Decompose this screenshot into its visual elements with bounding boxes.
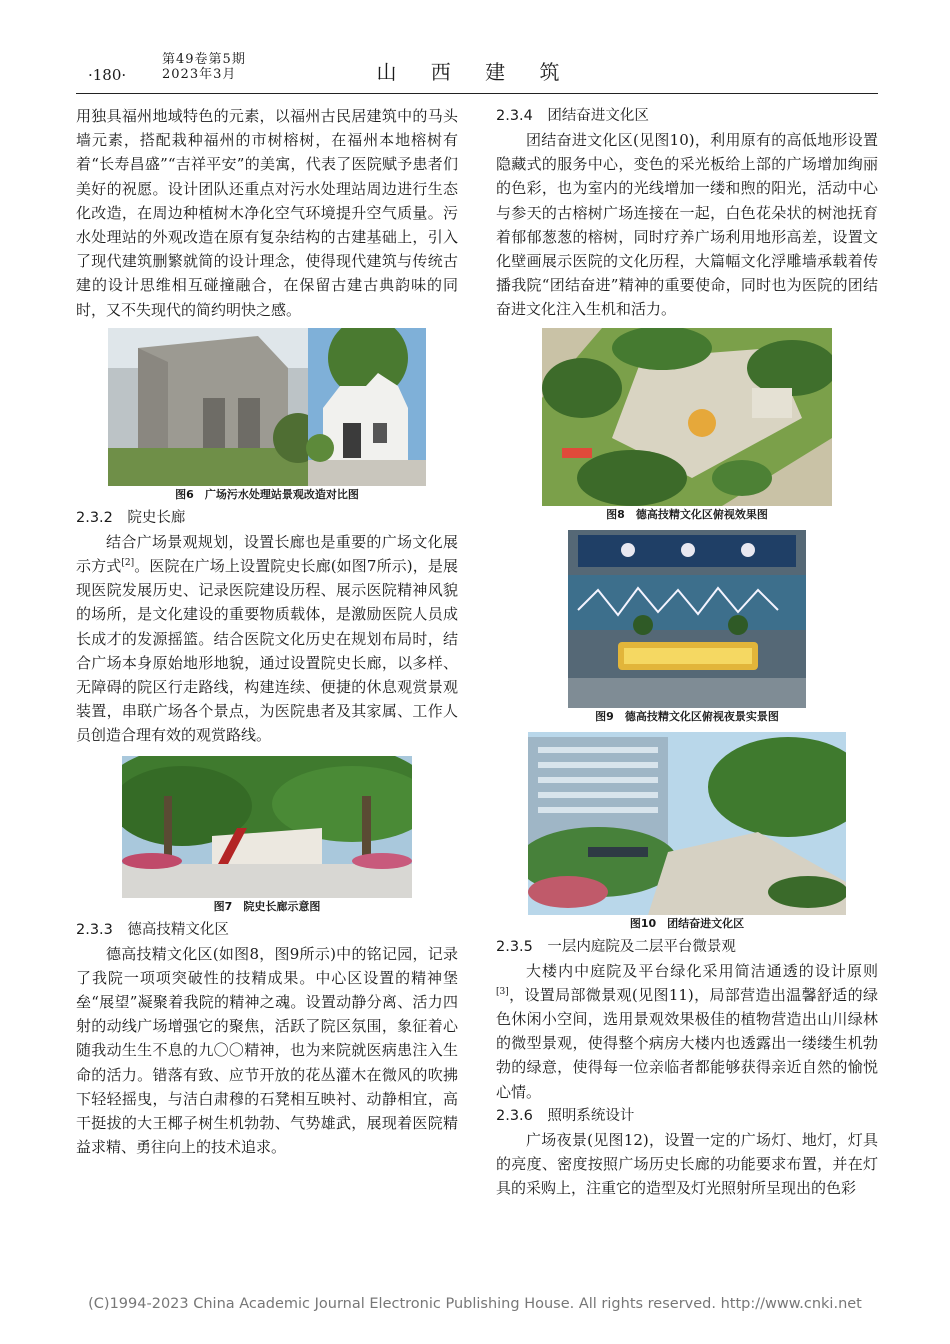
section-2-3-6-heading: 2.3.6 照明系统设计	[496, 1107, 635, 1124]
figure-7-caption: 图7 院史长廊示意图	[213, 899, 321, 913]
copyright-footer: (C)1994-2023 China Academic Journal Electronic Publishing House. All rights reserved. http://www.cnki.net	[88, 1296, 862, 1312]
figure-7	[76, 756, 458, 916]
section-2-3-2-heading: 2.3.2 院史长廊	[76, 509, 186, 526]
figure-10	[496, 732, 878, 933]
unity-area-render	[528, 732, 846, 915]
sewage-station-comparison-photo	[108, 328, 426, 486]
figure-9-caption: 图9 德高技精文化区俯视夜景实景图	[595, 709, 779, 723]
journal-title: 山 西 建 筑	[376, 60, 574, 84]
volume-issue: 第49卷第5期	[162, 52, 246, 67]
figure-10-caption: 图10 团结奋进文化区	[629, 916, 745, 930]
section-2-3-2-text-b: 。医院在广场上设置院史长廊(如图7所示)，是展现医院发展历史、记录医院建设历程、展示医院精神风貌的场所，是文化建设的重要物质载体，是激励医院人员成长成才的发源摇篮。结合医院文化历史在规划布局时，结合广场本身原始地形地貌，通过设置院史长廊，以多样、无障碍的院区行走路线，构建连续、便捷的休息观赏景观装置，串联广场各个景点，为医院患者及其家属、工作人员创造合理有效的观赏路线。	[76, 557, 458, 745]
citation-3: [3]	[496, 986, 509, 997]
section-2-3-4-paragraph: 团结奋进文化区(见图10)，利用原有的高低地形设置隐藏式的服务中心，变色的采光板给上部的广场增加绚丽的色彩，也为室内的光线增加一缕和煦的阳光，活动中心与参天的古榕树广场连接在一起，白色花朵状的树池抚育着郁郁葱葱的榕树，同时疗养广场利用地形高差，设置文化壁画展示医院的文化历程，大篇幅文化浮雕墙承载着传播我院“团结奋进”精神的重要使命，同时也为医院的团结奋进文化注入生机和活力。	[496, 131, 878, 319]
section-2-3-5-heading: 2.3.5 一层内庭院及二层平台微景观	[496, 938, 736, 955]
figure-6	[76, 328, 458, 504]
night-aerial-photo	[568, 530, 806, 708]
header-rule	[76, 93, 878, 94]
left-column	[76, 104, 458, 1159]
section-2-3-5-text-b: ，设置局部微景观(见图11)，局部营造出温馨舒适的绿色休闲小空间，选用景观效果极佳的植物营造出山川绿林的微型景观，使得整个病房大楼内也透露出一缕缕生机勃勃的绿意，使得每一位亲临者都能够获得亲近自然的愉悦心情。	[496, 985, 878, 1101]
intro-paragraph: 用独具福州地域特色的元素，以福州古民居建筑中的马头墙元素，搭配栽种福州的市树榕树，在福州本地榕树有着“长寿昌盛”“吉祥平安”的美寓，代表了医院赋予患者们美好的祝愿。设计团队还重点对污水处理站周边进行生态化改造，在周边种植树木净化空气环境提升空气质量。污水处理站的外观改造在原有复杂结构的古建基础上，引入了现代建筑删繁就简的设计理念，使得现代建筑与传统古建的设计思维相互碰撞融合，在保留古建古典韵味的同时，又不失现代的简约明快之感。	[76, 107, 458, 319]
section-2-3-5-paragraph	[496, 959, 878, 1104]
page-number: ·180·	[88, 66, 127, 84]
section-2-3-2-text-a: 结合广场景观规划，设置长廊也是重要的广场文化展示方式	[76, 532, 458, 576]
citation-2: [2]	[121, 558, 135, 569]
aerial-render-photo	[542, 328, 832, 506]
figure-8	[496, 328, 878, 524]
section-2-3-3-heading: 2.3.3 德高技精文化区	[76, 921, 229, 938]
figure-6-caption: 图6 广场污水处理站景观改造对比图	[175, 487, 359, 501]
issue-date: 2023年3月	[162, 67, 237, 82]
section-2-3-4-heading: 2.3.4 团结奋进文化区	[496, 108, 649, 124]
section-2-3-5-text-a: 大楼内中庭院及平台绿化采用简洁通透的设计原则	[526, 961, 878, 980]
right-column	[496, 104, 878, 1200]
history-corridor-render	[122, 756, 412, 898]
section-2-3-6-paragraph: 广场夜景(见图12)，设置一定的广场灯、地灯，灯具的亮度、密度按照广场历史长廊的功能要求布置，并在灯具的采购上，注重它的造型及灯光照射所呈现出的色彩	[496, 1130, 878, 1198]
figure-9	[496, 530, 878, 726]
section-2-3-2-paragraph	[76, 530, 458, 748]
section-2-3-3-paragraph: 德高技精文化区(如图8，图9所示)中的铭记园，记录了我院一项项突破性的技精成果。中心区设置的精神堡垒“展望”凝聚着我院的精神之魂。设置动静分离、活力四射的动线广场增强它的聚焦，活跃了院区氛围，象征着心随我动生生不息的九〇〇精神，也为来院就医病患注入生命的活力。错落有致、应节开放的花丛灌木在微风的吹拂下轻轻摇曳，与洁白肃穆的石凳相互映衬、动静相宜，高干挺拔的大王椰子树生机勃勃、气势雄武，展现着医院精益求精、勇往向上的技术追求。	[76, 944, 458, 1157]
figure-8-caption: 图8 德高技精文化区俯视效果图	[606, 507, 768, 521]
